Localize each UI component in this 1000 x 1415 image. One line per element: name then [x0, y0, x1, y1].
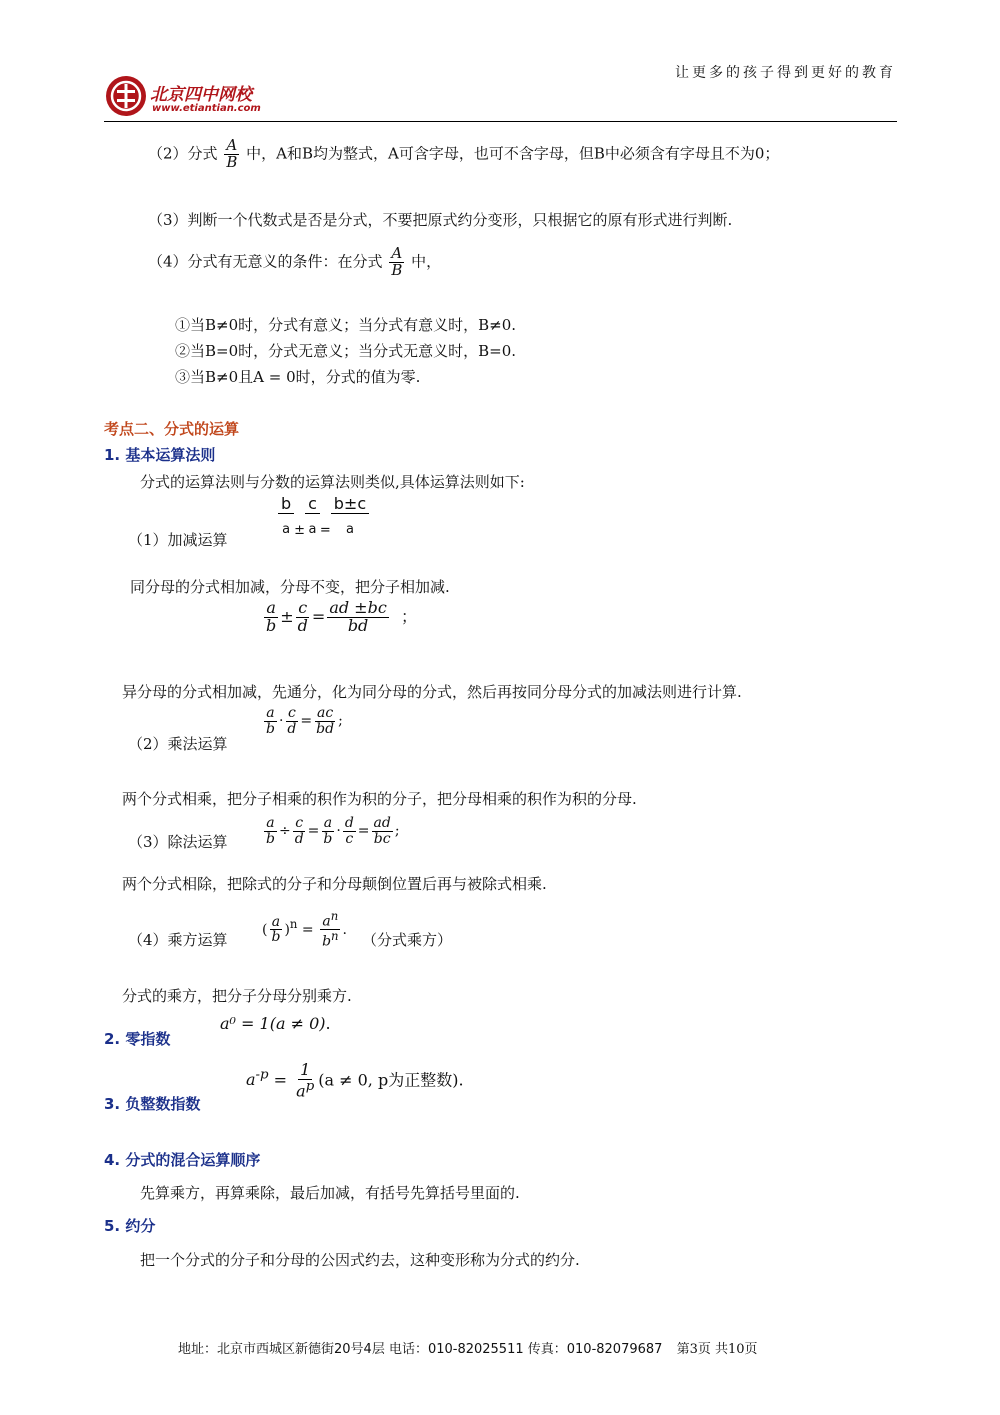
condition-2: ②当B=0时，分式无意义；当分式无意义时，B=0.	[175, 342, 517, 360]
subheading-negative-exponent: 3. 负整数指数	[104, 1095, 201, 1113]
formula-multiplication: $\frac{a}{b}$ · $\frac{c}{d}$ = $\frac{ac}{bd}$ ;	[266, 705, 343, 737]
logo-name: 北京四中网校	[150, 85, 252, 105]
school-logo-icon	[104, 74, 148, 118]
rules-intro: 分式的运算法则与分数的运算法则类似,具体运算法则如下:	[140, 473, 525, 491]
pow-label: （4）乘方运算	[128, 931, 228, 949]
formula-negative-exponent: $a^{-p}$ = $\frac{1}{a^p}$ (a ≠ 0, p为正整数).	[246, 1060, 464, 1101]
fraction-a-over-b: $\frac{A}{B}$	[226, 136, 238, 171]
note-item-3: （3）判断一个代数式是否是分式，不要把原式约分变形，只根据它的原有形式进行判断.	[148, 211, 733, 229]
formula-division: $\frac{a}{b}$ ÷ $\frac{c}{d}$ = $\frac{a}{b}$ · $\frac{d}{c}$ = $\frac{ad}{bc}$ ;	[266, 815, 400, 847]
note-item-2-suffix: 中，A和B均为整式，A可含字母，也可不含字母，但B中必须含有字母且不为0；	[246, 144, 780, 163]
fraction-a-over-b-2: $\frac{A}{B}$	[391, 244, 403, 279]
div-label: （3）除法运算	[128, 833, 228, 851]
footer-page: 第3页 共10页	[676, 1342, 758, 1357]
mul-label: （2）乘法运算	[128, 735, 228, 753]
mixed-order-rule: 先算乘方，再算乘除，最后加减，有括号先算括号里面的.	[140, 1184, 520, 1202]
subheading-mixed-order: 4. 分式的混合运算顺序	[104, 1151, 261, 1169]
subheading-zero-exponent: 2. 零指数	[104, 1030, 171, 1048]
formula-zero-exponent: a⁰ = 1(a ≠ 0).	[220, 1014, 331, 1033]
formula-same-denominator: b a $_\pm$ c a $_=$ b±c a	[278, 494, 369, 537]
header-slogan: 让更多的孩子得到更好的教育	[675, 65, 896, 81]
note-item-2-prefix: （2）分式	[148, 144, 218, 163]
add-label: （1）加减运算	[128, 531, 228, 549]
subheading-basic-rules: 1. 基本运算法则	[104, 446, 216, 464]
same-denominator-rule: 同分母的分式相加减，分母不变，把分子相加减.	[130, 578, 450, 596]
footer	[178, 1338, 758, 1357]
footer-address: 地址：北京市西城区新德街20号4层 电话：010-82025511 传真：010-82079687	[178, 1342, 663, 1357]
div-rule: 两个分式相除，把除式的分子和分母颠倒位置后再与被除式相乘.	[122, 875, 547, 893]
note-item-2	[148, 138, 779, 171]
note-item-4	[148, 246, 441, 279]
formula-diff-denominator: $\frac{a}{b}$ ± $\frac{c}{d}$ = $\frac{ad \pm bc}{bd}$ ；	[266, 598, 417, 635]
header-divider	[104, 121, 897, 122]
section-title: 考点二、分式的运算	[104, 420, 240, 438]
note-item-4-prefix: （4）分式有无意义的条件：在分式	[148, 252, 383, 271]
pow-note: （分式乘方）	[362, 931, 453, 949]
note-item-4-suffix: 中，	[411, 252, 442, 271]
pow-rule: 分式的乘方，把分子分母分别乘方.	[122, 987, 352, 1005]
formula-power: ( $\frac{a}{b}$ )$^n$ = $\frac{a^n}{b^n}$ .	[262, 909, 347, 950]
reduction-rule: 把一个分式的分子和分母的公因式约去，这种变形称为分式的约分.	[140, 1251, 580, 1269]
subheading-reduction: 5. 约分	[104, 1217, 156, 1235]
mul-rule: 两个分式相乘，把分子相乘的积作为积的分子，把分母相乘的积作为积的分母.	[122, 790, 637, 808]
logo-url: www.etiantian.com	[152, 103, 261, 114]
diff-denominator-rule: 异分母的分式相加减，先通分，化为同分母的分式，然后再按同分母分式的加减法则进行计算.	[122, 683, 742, 701]
condition-1: ①当B≠0时，分式有意义；当分式有意义时，B≠0.	[175, 316, 517, 334]
condition-3: ③当B≠0且A = 0时，分式的值为零.	[175, 368, 421, 386]
